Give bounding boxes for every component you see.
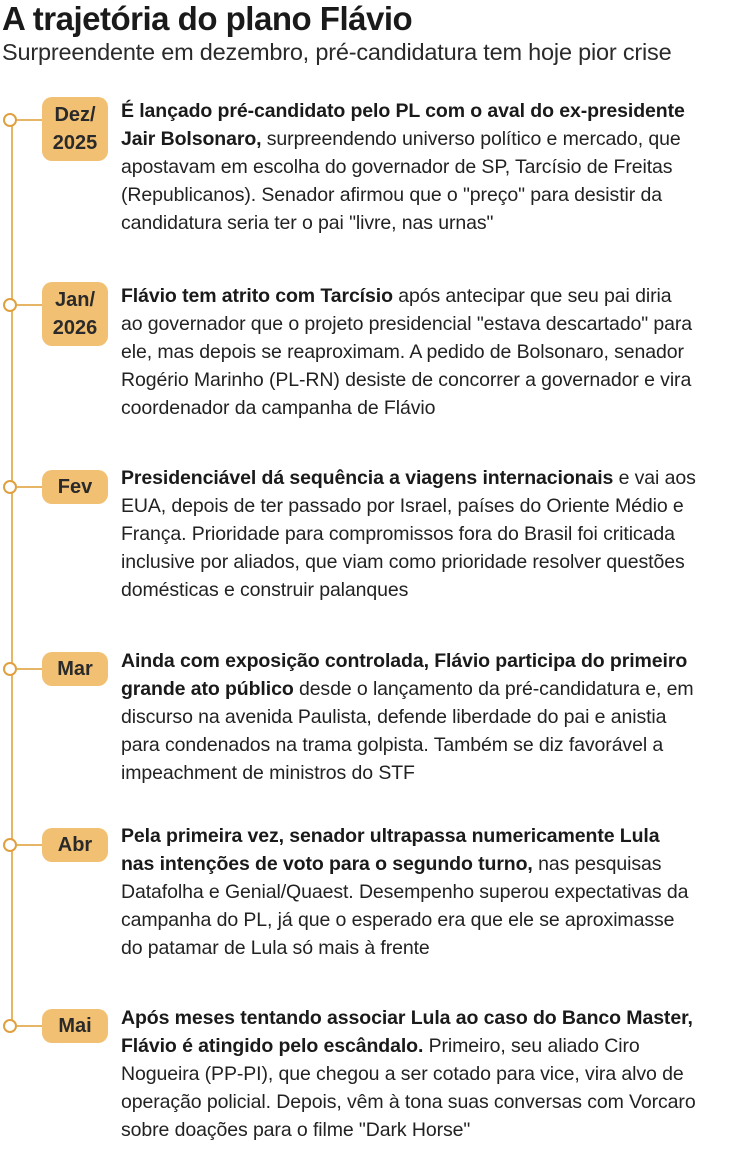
date-month: Mar [57, 658, 93, 680]
event-description [121, 822, 696, 962]
timeline-dot [3, 1019, 17, 1033]
page-subtitle: Surpreendente em dezembro, pré-candidatura tem hoje pior crise [2, 39, 672, 65]
date-year: 2026 [52, 317, 98, 339]
event-description [121, 1004, 696, 1144]
timeline-connector [17, 304, 43, 306]
event-description [121, 282, 696, 422]
event-headline: Flávio tem atrito com Tarcísio [121, 285, 393, 307]
timeline-dot [3, 298, 17, 312]
date-year: 2025 [52, 132, 98, 154]
timeline-connector [17, 668, 43, 670]
date-month: Dez/ [54, 104, 96, 126]
date-badge [42, 97, 108, 161]
event-description [121, 97, 696, 237]
date-badge [42, 828, 108, 862]
date-month: Abr [57, 834, 93, 856]
date-badge [42, 470, 108, 504]
date-badge [42, 1009, 108, 1043]
date-month: Jan/ [54, 289, 96, 311]
event-body: desde o lançamento da pré-candidatura e, em discurso na avenida Paulista, defende liberdade do pai e anistia para condenados na trama golpista. Também se diz favorável a impeachment de ministros do STF [121, 678, 694, 784]
timeline-connector [17, 844, 43, 846]
date-month: Mai [58, 1015, 92, 1037]
event-body: surpreendendo universo político e mercado, que apostavam em escolha do governador de SP, Tarcísio de Freitas (Republicanos). Senador afirmou que o "preço" para desistir da candidatura seria ter o pai "livre, nas urnas" [121, 128, 681, 234]
event-body: e vai aos EUA, depois de ter passado por Israel, países do Oriente Médio e França. Prioridade para compromissos fora do Brasil foi criticada inclusive por aliados, que viam como prioridade resolver questões domésticas e construir palanques [121, 467, 696, 601]
event-description [121, 647, 696, 787]
timeline-connector [17, 119, 43, 121]
event-body: Primeiro, seu aliado Ciro Nogueira (PP-PI), que chegou a ser cotado para vice, vira alvo de operação policial. Depois, vêm à tona suas conversas com Vorcaro sobre doações para o filme "Dark Horse" [121, 1035, 696, 1141]
date-badge [42, 282, 108, 346]
timeline-line [11, 120, 13, 1028]
event-body: após antecipar que seu pai diria ao governador que o projeto presidencial "estava descartado" para ele, mas depois se reaproximam. A pedido de Bolsonaro, senador Rogério Marinho (PL-RN) desiste de concorrer a governador e vira coordenador da campanha de Flávio [121, 285, 693, 419]
timeline-connector [17, 1025, 43, 1027]
event-headline: Ainda com exposição controlada, Flávio participa do primeiro grande ato público [121, 650, 688, 700]
event-headline: É lançado pré-candidato pelo PL com o aval do ex-presidente Jair Bolsonaro, [121, 100, 685, 150]
timeline-connector [17, 486, 43, 488]
timeline-dot [3, 113, 17, 127]
date-badge [42, 652, 108, 686]
timeline-dot [3, 838, 17, 852]
event-headline: Pela primeira vez, senador ultrapassa numericamente Lula nas intenções de voto para o segundo turno, [121, 825, 660, 875]
timeline-dot [3, 480, 17, 494]
event-body: nas pesquisas Datafolha e Genial/Quaest. Desempenho superou expectativas da campanha do PL, já que o esperado era que ele se aproximasse do patamar de Lula só mais à frente [121, 853, 689, 959]
date-month: Fev [57, 476, 93, 498]
event-description [121, 464, 696, 604]
timeline-dot [3, 662, 17, 676]
page-title: A trajetória do plano Flávio [2, 0, 413, 37]
event-headline: Após meses tentando associar Lula ao caso do Banco Master, Flávio é atingido pelo escândalo. [121, 1007, 693, 1057]
event-headline: Presidenciável dá sequência a viagens internacionais [121, 467, 614, 489]
